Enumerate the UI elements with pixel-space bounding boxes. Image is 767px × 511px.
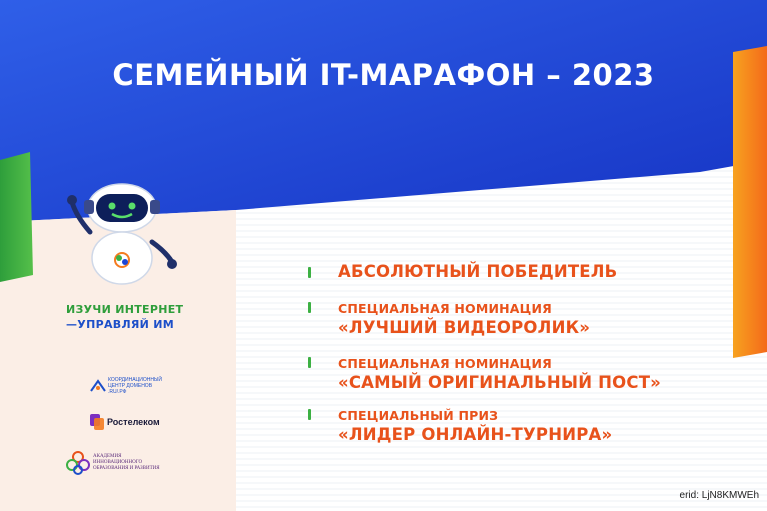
rostelecom-text: Ростелеком bbox=[107, 417, 160, 427]
nomination-subtitle: СПЕЦИАЛЬНАЯ НОМИНАЦИЯ bbox=[338, 301, 552, 316]
nomination-bullet bbox=[308, 409, 311, 420]
slogan bbox=[66, 302, 226, 332]
coordination-center-text: КООРДИНАЦИОННЫЙ ЦЕНТР ДОМЕНОВ .RU/.РФ bbox=[108, 377, 162, 395]
nomination-bullet bbox=[308, 357, 311, 368]
academy-logo-icon bbox=[66, 451, 90, 475]
orange-accent-shape bbox=[733, 46, 767, 358]
page-title: СЕМЕЙНЫЙ IT-МАРАФОН – 2023 bbox=[112, 58, 655, 92]
rostelecom-logo bbox=[90, 414, 160, 430]
slogan-line2: —УПРАВЛЯЙ ИМ bbox=[66, 318, 175, 331]
academy-text: АКАДЕМИЯ ИННОВАЦИОННОГО ОБРАЗОВАНИЯ И РАЗВИТИЯ bbox=[93, 454, 160, 471]
nomination-title: АБСОЛЮТНЫЙ ПОБЕДИТЕЛЬ bbox=[338, 262, 618, 281]
nomination-title: «ЛИДЕР ОНЛАЙН-ТУРНИРА» bbox=[338, 425, 613, 444]
erid-label: erid: LjN8KMWEh bbox=[679, 490, 759, 501]
slogan-line1: ИЗУЧИ ИНТЕРНЕТ bbox=[66, 303, 184, 316]
robot-mascot-icon bbox=[62, 180, 182, 290]
nomination-title: «САМЫЙ ОРИГИНАЛЬНЫЙ ПОСТ» bbox=[338, 373, 662, 392]
rostelecom-logo-icon bbox=[90, 414, 104, 430]
nomination-subtitle: СПЕЦИАЛЬНАЯ НОМИНАЦИЯ bbox=[338, 356, 552, 371]
nomination-subtitle: СПЕЦИАЛЬНЫЙ ПРИЗ bbox=[338, 408, 499, 423]
nomination-title: «ЛУЧШИЙ ВИДЕОРОЛИК» bbox=[338, 318, 591, 337]
coordination-center-logo-icon bbox=[90, 379, 106, 393]
green-accent-shape bbox=[0, 152, 33, 282]
nomination-bullet bbox=[308, 302, 311, 313]
nomination-bullet bbox=[308, 267, 311, 278]
coordination-center-logo bbox=[90, 377, 168, 395]
academy-logo bbox=[66, 451, 163, 475]
